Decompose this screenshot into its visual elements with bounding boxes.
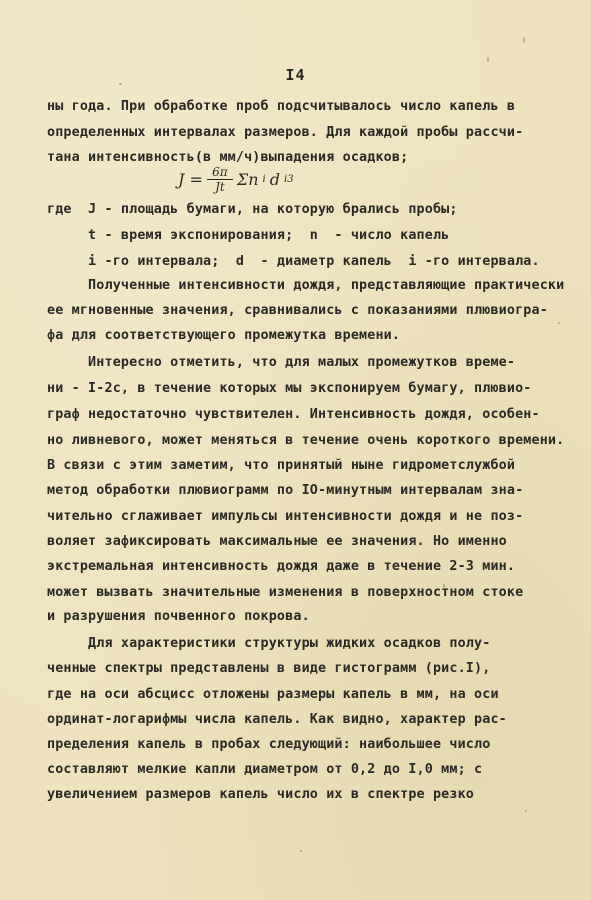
text-line: i -го интервала; d - диаметр капель i -го интервала. [47, 254, 540, 269]
text-line: t - время экспонирования; n - число капель [47, 228, 450, 243]
text-line: ее мгновенные значения, сравнивались с показаниями плювиогра- [47, 303, 548, 318]
formula-denominator: Jt [215, 180, 225, 194]
formula-sum: Σn [236, 170, 259, 189]
text-line: ординат-логарифмы числа капель. Как видно, характер рас- [47, 712, 507, 727]
formula-sum-sub: i [262, 174, 266, 185]
text-line: тана интенсивность(в мм/ч)выпадения осадков; [47, 150, 409, 165]
text-line: чительно сглаживает импульсы интенсивности дождя и не поз- [47, 509, 524, 524]
formula-d: d [269, 170, 280, 189]
text-line: Для характеристики структуры жидких осадков полу- [47, 636, 491, 651]
text-line: метод обработки плювиограмм по IO-минутным интервалам зна- [47, 483, 524, 498]
paper-mark [558, 322, 560, 324]
text-line: и разрушения почвенного покрова. [47, 609, 310, 624]
formula-lhs: J = [178, 170, 203, 189]
formula-fraction [207, 166, 233, 193]
page-number: I4 [285, 66, 306, 84]
text-line: ны года. При обработке проб подсчитывалось число капель в [47, 99, 516, 114]
text-line: где на оси абсцисс отложены размеры капель в мм, на оси [47, 687, 499, 702]
paper-mark [300, 850, 302, 852]
formula-d-exp: 3 [287, 174, 294, 185]
text-line: фа для соответствующего промежутка времени. [47, 328, 401, 343]
text-line: ни - I-2с, в течение которых мы экспонируем бумагу, плювио- [47, 381, 532, 396]
text-line: ченные спектры представлены в виде гистограмм (рис.I), [47, 661, 491, 676]
text-line: экстремальная интенсивность дождя даже в течение 2-3 мин. [47, 559, 516, 574]
formula-numerator: 6π [212, 165, 228, 179]
intensity-formula [178, 166, 294, 193]
text-line: пределения капель в пробах следующий: наибольшее число [47, 737, 491, 752]
text-line: но ливневого, может меняться в течение очень короткого времени. [47, 433, 565, 448]
text-line: где J - площадь бумаги, на которую брались пробы; [47, 202, 458, 217]
text-line: Полученные интенсивности дождя, представляющие практически [47, 278, 565, 293]
text-line: составляют мелкие капли диаметром от 0,2 до I,0 мм; с [47, 762, 483, 777]
text-line: может вызвать значительные изменения в поверхностном стоке [47, 585, 524, 600]
text-line: В связи с этим заметим, что принятый ныне гидрометслужбой [47, 458, 516, 473]
formula-d-sub: i [283, 174, 288, 185]
paper-mark [487, 57, 489, 62]
text-line: определенных интервалах размеров. Для каждой пробы рассчи- [47, 125, 524, 140]
text-line: увеличением размеров капель число их в спектре резко [47, 787, 475, 802]
text-line: воляет зафиксировать максимальные ее значения. Но именно [47, 534, 507, 549]
paper-mark [525, 810, 527, 812]
paper-mark [523, 37, 525, 43]
paper-mark [119, 83, 122, 85]
text-line: граф недостаточно чувствителен. Интенсивность дождя, особен- [47, 407, 540, 422]
text-line: Интересно отметить, что для малых промежутков време- [47, 355, 516, 370]
paper-mark [443, 584, 445, 588]
